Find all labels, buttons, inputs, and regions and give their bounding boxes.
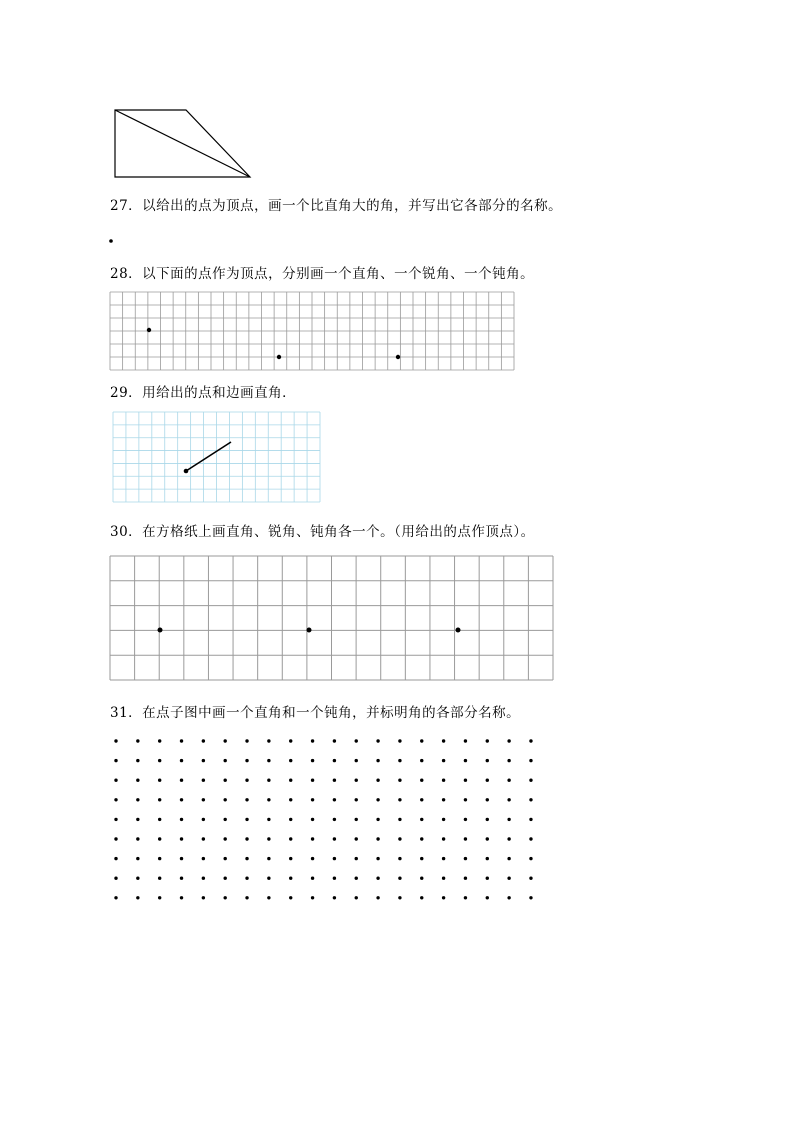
dot-point: [311, 857, 314, 860]
dot-point: [442, 759, 445, 762]
dot-point: [355, 759, 358, 762]
dot-point: [114, 798, 117, 801]
dot-point: [464, 877, 467, 880]
dot-point: [202, 877, 205, 880]
dot-point: [180, 739, 183, 742]
dot-point: [202, 798, 205, 801]
dot-point: [136, 837, 139, 840]
dot-point: [486, 739, 489, 742]
dot-point: [202, 779, 205, 782]
dot-point: [376, 857, 379, 860]
dot-point: [355, 837, 358, 840]
dot-point: [180, 837, 183, 840]
dot-point: [507, 739, 510, 742]
dot-point: [442, 739, 445, 742]
dot-point: [289, 739, 292, 742]
dot-point: [136, 877, 139, 880]
dot-point: [136, 896, 139, 899]
dot-point: [289, 877, 292, 880]
dot-point: [245, 837, 248, 840]
dot-point: [333, 896, 336, 899]
dot-point: [224, 877, 227, 880]
dot-point: [464, 896, 467, 899]
dot-point: [311, 779, 314, 782]
dot-point: [420, 857, 423, 860]
dot-point: [376, 818, 379, 821]
dot-point: [224, 759, 227, 762]
dot-point: [136, 739, 139, 742]
dot-point: [158, 739, 161, 742]
dot-point: [136, 818, 139, 821]
dot-point: [224, 739, 227, 742]
dot-point: [355, 798, 358, 801]
dot-point: [486, 877, 489, 880]
dot-point: [114, 857, 117, 860]
dot-point: [245, 877, 248, 880]
dot-point: [420, 779, 423, 782]
dot-point: [158, 818, 161, 821]
dot-point: [398, 798, 401, 801]
dot-point: [529, 837, 532, 840]
dot-point: [224, 837, 227, 840]
dot-point: [442, 877, 445, 880]
dot-point: [289, 837, 292, 840]
dot-point: [245, 857, 248, 860]
dot-point: [486, 896, 489, 899]
dot-point: [355, 739, 358, 742]
dot-point: [245, 779, 248, 782]
dot-point: [136, 798, 139, 801]
dot-point: [398, 857, 401, 860]
dot-point: [398, 877, 401, 880]
dot-point: [464, 837, 467, 840]
dot-point: [158, 779, 161, 782]
dot-point: [289, 798, 292, 801]
dot-point: [442, 896, 445, 899]
dot-point: [114, 739, 117, 742]
question-28: 28．以下面的点作为顶点，分别画一个直角、一个锐角、一个钝角。: [110, 266, 535, 282]
dot-point: [158, 857, 161, 860]
dot-point: [289, 857, 292, 860]
dot-point: [333, 877, 336, 880]
dot-point: [529, 857, 532, 860]
dot-point: [289, 759, 292, 762]
dot-point: [333, 837, 336, 840]
dot-point: [289, 818, 292, 821]
dot-point: [464, 759, 467, 762]
dot-point: [333, 798, 336, 801]
dot-point: [202, 759, 205, 762]
dot-point: [529, 779, 532, 782]
dot-point: [529, 759, 532, 762]
dot-point: [464, 779, 467, 782]
dot-point: [464, 798, 467, 801]
dot-point: [267, 739, 270, 742]
dot-point: [398, 837, 401, 840]
dot-point: [398, 739, 401, 742]
dot-point: [333, 759, 336, 762]
dot-point: [529, 818, 532, 821]
dot-point: [507, 779, 510, 782]
dot-point: [267, 877, 270, 880]
dot-point: [289, 779, 292, 782]
dot-point: [486, 779, 489, 782]
question-31: 31．在点子图中画一个直角和一个钝角，并标明角的各部分名称。: [110, 705, 521, 721]
dot-point: [224, 798, 227, 801]
q31-dots: [114, 739, 532, 899]
dot-point: [114, 877, 117, 880]
dot-point: [376, 739, 379, 742]
dot-point: [507, 857, 510, 860]
dot-point: [158, 896, 161, 899]
dot-point: [376, 759, 379, 762]
dot-point: [202, 896, 205, 899]
dot-point: [245, 818, 248, 821]
dot-point: [333, 857, 336, 860]
dot-point: [245, 739, 248, 742]
dot-point: [158, 837, 161, 840]
dot-point: [202, 857, 205, 860]
dot-point: [180, 857, 183, 860]
dot-point: [180, 877, 183, 880]
dot-point: [507, 818, 510, 821]
dot-point: [267, 837, 270, 840]
dot-point: [507, 759, 510, 762]
dot-point: [158, 877, 161, 880]
dot-point: [376, 837, 379, 840]
dot-point: [486, 857, 489, 860]
dot-point: [398, 759, 401, 762]
dot-point: [486, 798, 489, 801]
dot-point: [114, 759, 117, 762]
dot-point: [245, 798, 248, 801]
dot-point: [180, 818, 183, 821]
dot-point: [398, 896, 401, 899]
dot-point: [376, 798, 379, 801]
dot-point: [398, 818, 401, 821]
dot-point: [486, 837, 489, 840]
question-30: 30．在方格纸上画直角、锐角、钝角各一个。（用给出的点作顶点）。: [110, 524, 535, 540]
dot-point: [507, 877, 510, 880]
dot-point: [311, 896, 314, 899]
dot-point: [529, 896, 532, 899]
dot-point: [420, 739, 423, 742]
dot-point: [267, 857, 270, 860]
dot-point: [114, 896, 117, 899]
dot-point: [311, 877, 314, 880]
dot-point: [355, 779, 358, 782]
dot-point: [486, 818, 489, 821]
dot-point: [158, 759, 161, 762]
dot-point: [376, 779, 379, 782]
dot-point: [224, 818, 227, 821]
dot-point: [311, 798, 314, 801]
dot-point: [311, 759, 314, 762]
dot-point: [333, 739, 336, 742]
dot-point: [224, 779, 227, 782]
dot-point: [464, 739, 467, 742]
dot-point: [376, 896, 379, 899]
dot-point: [158, 798, 161, 801]
dot-point: [420, 896, 423, 899]
dot-point: [529, 877, 532, 880]
dot-point: [180, 798, 183, 801]
dot-point: [529, 739, 532, 742]
dot-point: [224, 896, 227, 899]
dot-point: [355, 818, 358, 821]
dot-point: [355, 877, 358, 880]
dot-point: [442, 837, 445, 840]
dot-point: [311, 837, 314, 840]
dot-point: [507, 896, 510, 899]
dot-point: [355, 896, 358, 899]
dot-point: [114, 818, 117, 821]
dot-point: [245, 759, 248, 762]
dot-point: [420, 837, 423, 840]
dot-point: [529, 798, 532, 801]
dot-point: [486, 759, 489, 762]
dot-point: [442, 779, 445, 782]
dot-point: [507, 837, 510, 840]
dot-point: [311, 739, 314, 742]
dot-point: [267, 818, 270, 821]
dot-point: [136, 759, 139, 762]
question-29: 29．用给出的点和边画直角．: [110, 385, 297, 401]
dot-point: [180, 896, 183, 899]
dot-point: [355, 857, 358, 860]
dot-point: [289, 896, 292, 899]
dot-point: [464, 857, 467, 860]
dot-point: [311, 818, 314, 821]
dot-point: [267, 779, 270, 782]
dot-point: [442, 818, 445, 821]
dot-point: [420, 759, 423, 762]
dot-point: [180, 759, 183, 762]
dot-point: [420, 818, 423, 821]
dot-point: [267, 759, 270, 762]
dot-point: [333, 818, 336, 821]
dot-point: [202, 818, 205, 821]
dot-point: [420, 877, 423, 880]
dot-point: [180, 779, 183, 782]
dot-point: [114, 779, 117, 782]
dot-point: [224, 857, 227, 860]
dot-point: [245, 896, 248, 899]
dot-point: [136, 779, 139, 782]
dot-point: [136, 857, 139, 860]
dot-point: [267, 798, 270, 801]
dot-point: [507, 798, 510, 801]
dot-point: [376, 877, 379, 880]
dot-point: [267, 896, 270, 899]
dot-point: [114, 837, 117, 840]
dot-point: [333, 779, 336, 782]
dot-point: [420, 798, 423, 801]
dot-point: [464, 818, 467, 821]
dot-point: [202, 739, 205, 742]
dot-point: [442, 857, 445, 860]
dot-point: [202, 837, 205, 840]
dot-point: [442, 798, 445, 801]
question-27: 27．以给出的点为顶点，画一个比直角大的角，并写出它各部分的名称。: [110, 198, 563, 214]
dot-point: [398, 779, 401, 782]
